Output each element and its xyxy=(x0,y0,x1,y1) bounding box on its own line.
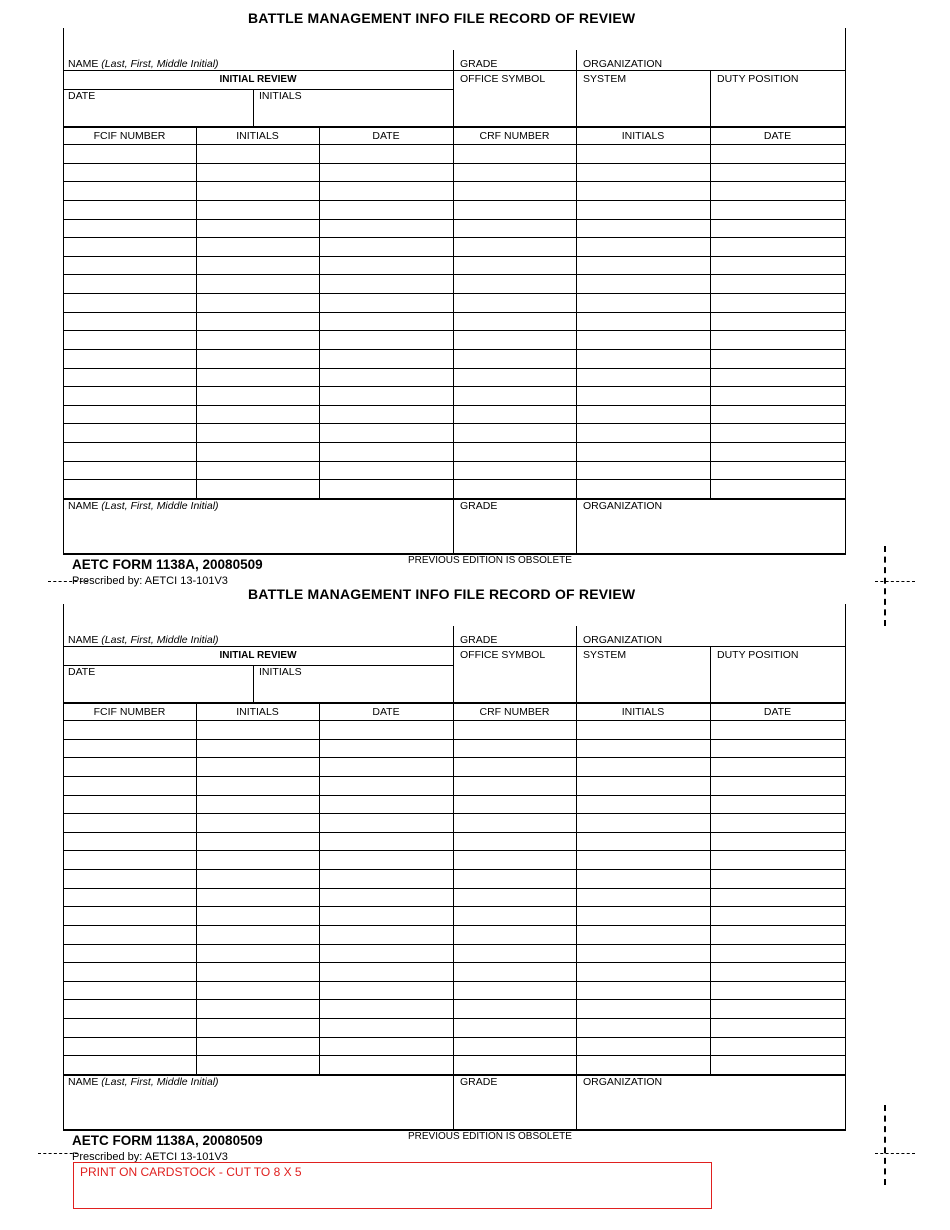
cut-mark-right-2 xyxy=(875,1153,915,1154)
form-2-bottom-organization-label: ORGANIZATION xyxy=(583,1076,663,1088)
form-2-row-line-7 xyxy=(63,850,845,851)
form-1-col-header-5: INITIALS xyxy=(621,130,665,142)
form-2-row-line-17 xyxy=(63,1037,845,1038)
form-1-footer-div-2 xyxy=(576,498,577,553)
form-1-header-bottom xyxy=(63,126,846,128)
form-2-review-initials-label: INITIALS xyxy=(259,666,302,678)
form-1-row-line-11 xyxy=(63,349,845,350)
form-2-footer-div-1 xyxy=(453,1074,454,1129)
form-1-obsolete-note: PREVIOUS EDITION IS OBSOLETE xyxy=(408,555,572,566)
form-2-bottom-grade-label: GRADE xyxy=(460,1076,498,1088)
form-2-row-line-16 xyxy=(63,1018,845,1019)
form-1-bottom-name-label-text: NAME xyxy=(68,500,99,512)
form-1-left-edge xyxy=(63,28,64,553)
form-2-system-label: SYSTEM xyxy=(583,649,627,661)
form-2-row-line-5 xyxy=(63,813,845,814)
form-2-left-edge xyxy=(63,604,64,1129)
cut-mark-vertical-1 xyxy=(884,546,886,626)
form-2-row-line-4 xyxy=(63,795,845,796)
form-2-grade-label: GRADE xyxy=(460,634,498,646)
form-1-col-header-1: FCIF NUMBER xyxy=(93,130,166,142)
form-2-col-header-3: DATE xyxy=(372,706,400,718)
form-2-row-line-15 xyxy=(63,999,845,1000)
form-1-header-div-4 xyxy=(253,89,254,126)
form-2-grade-row-line xyxy=(453,646,845,647)
form-2-row-line-12 xyxy=(63,944,845,945)
form-1-row-line-5 xyxy=(63,237,845,238)
form-1-footer-div-1 xyxy=(453,498,454,553)
form-1-row-line-2 xyxy=(63,181,845,182)
form-1-right-edge xyxy=(845,28,846,553)
form-1-bottom-name-label xyxy=(68,500,219,512)
form-1-row-line-1 xyxy=(63,163,845,164)
form-2-col-header-2: INITIALS xyxy=(236,706,279,718)
form-1-organization-label: ORGANIZATION xyxy=(583,58,663,70)
form-1-row-line-3 xyxy=(63,200,845,201)
form-2-footer-div-2 xyxy=(576,1074,577,1129)
form-2-initial-review-label: INITIAL REVIEW xyxy=(219,650,297,661)
form-2-row-line-10 xyxy=(63,906,845,907)
form-1-header-div-3 xyxy=(710,70,711,126)
form-1-row-line-14 xyxy=(63,405,845,406)
form-1-bottom-organization-label: ORGANIZATION xyxy=(583,500,663,512)
form-1-row-line-10 xyxy=(63,330,845,331)
form-2-row-line-1 xyxy=(63,739,845,740)
form-1-office-symbol-label: OFFICE SYMBOL xyxy=(460,73,546,85)
form-2-row-line-2 xyxy=(63,757,845,758)
form-1-row-line-16 xyxy=(63,442,845,443)
form-2-name-label-hint: (Last, First, Middle Initial) xyxy=(101,634,219,646)
form-2-organization-label: ORGANIZATION xyxy=(583,634,663,646)
form-2-row-line-3 xyxy=(63,776,845,777)
form-1-duty-position-label: DUTY POSITION xyxy=(717,73,799,85)
form-1-initial-review-label: INITIAL REVIEW xyxy=(219,74,297,85)
form-1-bottom-grade-label: GRADE xyxy=(460,500,498,512)
form-1-bottom-name-label-hint: (Last, First, Middle Initial) xyxy=(101,500,219,512)
cut-mark-left-1 xyxy=(48,581,88,582)
form-1-title: BATTLE MANAGEMENT INFO FILE RECORD OF REVIEW xyxy=(248,10,636,26)
form-1-col-header-6: DATE xyxy=(763,130,792,142)
form-2-row-line-18 xyxy=(63,1055,845,1056)
form-2-row-line-8 xyxy=(63,869,845,870)
form-1-col-header-2: INITIALS xyxy=(236,130,279,142)
form-2-review-row-line xyxy=(63,665,453,666)
form-2-col-header-1: FCIF NUMBER xyxy=(93,706,166,718)
form-1-review-row-line xyxy=(63,89,453,90)
form-2-col-header-line xyxy=(63,720,845,721)
form-1-row-line-13 xyxy=(63,386,845,387)
form-2-name-label-text: NAME xyxy=(68,634,99,646)
form-2-row-line-11 xyxy=(63,925,845,926)
form-1-row-line-8 xyxy=(63,293,845,294)
form-2-duty-position-label: DUTY POSITION xyxy=(717,649,799,661)
form-2-header-div-2 xyxy=(576,626,577,702)
cut-mark-vertical-2 xyxy=(884,1105,886,1185)
form-1-col-header-3: DATE xyxy=(372,130,400,142)
form-1-name-row-line xyxy=(63,70,453,71)
form-2-row-line-14 xyxy=(63,981,845,982)
form-2-bottom-name-label xyxy=(68,1076,219,1088)
form-1-system-label: SYSTEM xyxy=(583,73,627,85)
form-2-header-bottom xyxy=(63,702,846,704)
form-2-bottom-name-label-hint: (Last, First, Middle Initial) xyxy=(101,1076,219,1088)
form-1-row-line-7 xyxy=(63,274,845,275)
form-2-name-label xyxy=(68,634,219,646)
form-1-form-id: AETC FORM 1138A, 20080509 xyxy=(72,557,263,572)
form-2-col-header-4: CRF NUMBER xyxy=(479,706,550,718)
print-note: PRINT ON CARDSTOCK - CUT TO 8 X 5 xyxy=(80,1165,302,1179)
form-1-row-line-12 xyxy=(63,368,845,369)
form-2-bottom-name-label-text: NAME xyxy=(68,1076,99,1088)
form-1-row-line-17 xyxy=(63,461,845,462)
form-2-right-edge xyxy=(845,604,846,1129)
form-1-col-header-4: CRF NUMBER xyxy=(479,130,550,142)
form-2-header-div-1 xyxy=(453,626,454,702)
cut-mark-right-1 xyxy=(875,581,915,582)
form-2-header-div-4 xyxy=(253,665,254,702)
form-1-row-line-6 xyxy=(63,256,845,257)
form-2-office-symbol-label: OFFICE SYMBOL xyxy=(460,649,546,661)
form-1-name-label xyxy=(68,58,219,70)
form-1-col-header-line xyxy=(63,144,845,145)
form-2-header-div-3 xyxy=(710,646,711,702)
form-1-grade-row-line xyxy=(453,70,845,71)
print-note-box xyxy=(73,1162,712,1209)
form-1-review-initials-label: INITIALS xyxy=(259,90,302,102)
form-2-name-row-line xyxy=(63,646,453,647)
cut-mark-left-2 xyxy=(38,1153,78,1154)
form-1-prescribed-by: Prescribed by: AETCI 13-101V3 xyxy=(72,575,228,587)
form-1-header-div-2 xyxy=(576,50,577,126)
form-2-form-id: AETC FORM 1138A, 20080509 xyxy=(72,1133,263,1148)
form-1-row-line-9 xyxy=(63,312,845,313)
form-2-row-line-9 xyxy=(63,888,845,889)
form-1-row-line-15 xyxy=(63,423,845,424)
form-1-name-label-hint: (Last, First, Middle Initial) xyxy=(101,58,219,70)
form-2-review-date-label: DATE xyxy=(68,666,96,678)
form-1-header-div-1 xyxy=(453,50,454,126)
form-2-prescribed-by: Prescribed by: AETCI 13-101V3 xyxy=(72,1151,228,1163)
form-1-row-line-18 xyxy=(63,479,845,480)
form-1-row-line-4 xyxy=(63,219,845,220)
form-1-name-label-text: NAME xyxy=(68,58,99,70)
form-2-title: BATTLE MANAGEMENT INFO FILE RECORD OF REVIEW xyxy=(248,586,636,602)
form-1-grade-label: GRADE xyxy=(460,58,498,70)
form-1-review-date-label: DATE xyxy=(68,90,96,102)
form-2-col-header-5: INITIALS xyxy=(621,706,665,718)
form-2-row-line-13 xyxy=(63,962,845,963)
form-2-col-header-6: DATE xyxy=(763,706,792,718)
form-2-row-line-6 xyxy=(63,832,845,833)
form-2-obsolete-note: PREVIOUS EDITION IS OBSOLETE xyxy=(408,1131,572,1142)
